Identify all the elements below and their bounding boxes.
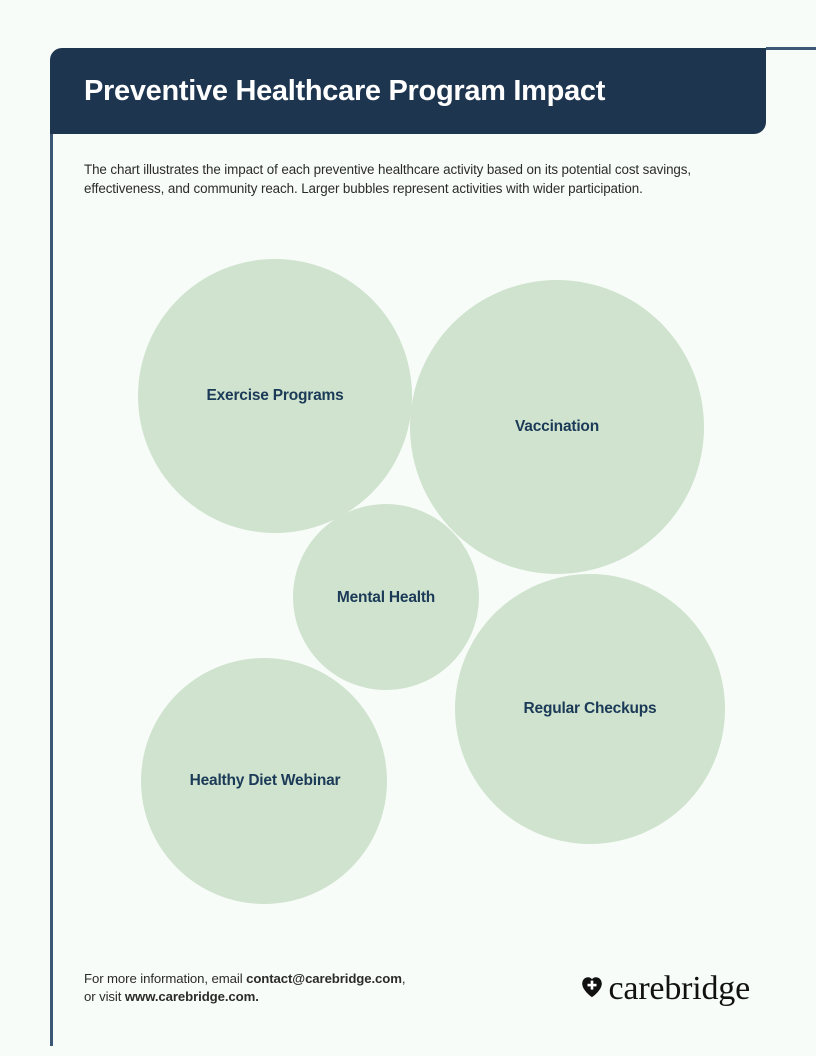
description-paragraph: The chart illustrates the impact of each preventive healthcare activity based on its potential cost savings, effectiveness, and community reach. Larger bubbles represent activities with wider participation.: [84, 162, 691, 197]
bubble-label-healthy-diet-webinar: Healthy Diet Webinar: [189, 772, 341, 789]
bubble-label-vaccination: Vaccination: [515, 418, 599, 435]
logo-wordmark: carebridge: [608, 970, 750, 1007]
left-vertical-rule: [50, 133, 53, 1046]
footer-website[interactable]: www.carebridge.com.: [124, 988, 259, 1004]
bubble-label-exercise-programs: Exercise Programs: [206, 387, 344, 404]
page-title: Preventive Healthcare Program Impact: [84, 74, 606, 107]
top-rule-divider: [766, 47, 816, 50]
carebridge-logo: [580, 972, 750, 1006]
footer-contact-text: [84, 970, 504, 1005]
footer-line1-prefix: For more information, email: [84, 971, 247, 986]
footer-email[interactable]: contact@carebridge.com: [246, 971, 402, 986]
footer-line2-prefix: or visit: [84, 988, 125, 1004]
header-banner: [50, 48, 766, 134]
bubble-label-mental-health: Mental Health: [336, 589, 436, 606]
heart-cross-icon: [580, 975, 604, 1004]
footer-line1-suffix: ,: [401, 971, 406, 986]
footer: [84, 970, 750, 1016]
bubble-label-regular-checkups: Regular Checkups: [523, 700, 657, 717]
